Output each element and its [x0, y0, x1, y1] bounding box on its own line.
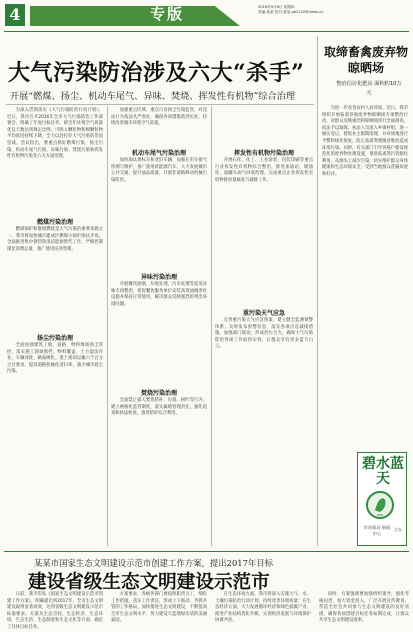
sidebar-headline: 取缔畜禽废弃物晾晒场 — [323, 45, 408, 75]
subhead-coal: 燃煤污染治理 — [36, 219, 73, 226]
subhead-burning: 焚烧污染治理 — [140, 390, 177, 397]
section-title: 专版 — [150, 5, 185, 23]
bottom-story-rule — [4, 551, 409, 552]
header-rule — [4, 31, 409, 32]
lead-column-2-odor: 开展餐饮油烟、垃圾处理、污水处理等恶臭异味专项整治，督促餐饮服务单位安装高效油烟净化设施并保持正常使用，解决群众反映强烈的突出环境问题。 — [111, 282, 207, 307]
issue-date: 2016年9月8日 星期四 — [258, 5, 295, 9]
subhead-dust: 扬尘污染治理 — [36, 335, 73, 342]
lead-column-1-coal: 燃煤锅炉和散煤燃烧是大气污染的重要来源之一。我市将加快城市建成区燃煤小锅炉淘汰步伐，全面推进集中供热和清洁能源替代工作，严格控制煤炭消费总量，推广使用洁净型煤。 — [7, 227, 103, 252]
environment-logo-icon — [366, 491, 394, 519]
sidebar-body: 为进一步改善农村人居环境，近日，我市组织开展畜禽养殖废弃物晾晒场专项整治行动，对群众反映强烈的晾晒场进行全面排查，依法予以取缔。执法人员深入乡镇村组，逐一核实登记，督促业主限期清理，并对场地进行平整和绿化恢复，防止畜禽粪便随意堆放造成环境污染。同时，有关部门引导养殖户建设规范化的废弃物处理设施，推进畜禽粪污资源化利用，从源头上减少污染，切实维护群众身体健康和生态环境安全，受到当地群众普遍欢迎和好评。 — [322, 106, 408, 177]
lead-divider — [6, 104, 314, 105]
ad-slogan: 碧水蓝天 — [362, 456, 404, 487]
section-banner — [30, 6, 240, 26]
subhead-voc: 挥发性有机物污染治理 — [233, 150, 294, 157]
lead-headline: 大气污染防治涉及六大“杀手” — [8, 60, 305, 86]
lead-column-1-intro: 为深入贯彻落实《大气污染防治行动计划》，近日，我市召开2016年全市大气污染防治工作部署会，明确了年度目标任务，即全年环境空气质量优良天数达到规定比例，可吸入颗粒物和细颗粒物平均浓度持续下降，全力以赴打好大气污染防治攻坚战。会议指出，要重点抓好燃煤污染、扬尘污染、机动车尾气污染、异味污染、焚烧污染和挥发性有机物污染等六大方面治理。 — [7, 108, 103, 160]
lead-subheadline: 开展“燃煤、扬尘、机动车尾气、异味、焚烧、挥发性有机物”综合治理 — [10, 91, 296, 102]
subhead-emergency: 重污染天气应急 — [242, 310, 285, 317]
issue-editors: 责编:某某 校对:某某 gb2120@news.cn — [258, 10, 324, 14]
subhead-vehicle: 机动车尾气污染治理 — [131, 150, 186, 157]
bottom-column-1: 日前，我市印发《国家生态文明建设示范市创建工作方案》，明确提出到2017年，全市生态文明建设取得显著成效，达到省级生态文明建设示范市标准要求。方案从生态空间、生态经济、生态环境、生态生活、生态制度和生态文化等方面，确定了具体目标任务。 — [7, 592, 103, 630]
ad-caption: 市环保局 新闻中心 — [363, 525, 391, 536]
sidebar-rule — [317, 36, 318, 546]
leaf-icon — [375, 497, 387, 513]
bottom-column-4: 同时，方案强调要加强组织领导，强化考核问责，加大资金投入，广泛开展宣传教育，营造全社会共同参与生态文明建设的良好氛围，确保各项创建目标任务如期完成，让群众共享生态文明建设成果。 — [319, 592, 409, 624]
sidebar-subheadline: 整治信访化肥站 面积约10万元 — [336, 81, 402, 96]
issue-meta — [258, 5, 408, 15]
column-rule-2 — [211, 106, 212, 546]
public-service-ad — [357, 452, 407, 546]
subhead-odor: 异味污染治理 — [140, 274, 177, 281]
lead-column-1-dust: 全面加强建筑工地、道路、物料堆场扬尘管控，落实施工现场围挡、物料覆盖、土方湿法作业、车辆冲洗、路面硬化、渣土密闭运输六个百分之百要求，提高道路机械化清扫率，减少城市扬尘污染。 — [7, 343, 103, 375]
lead-column-3-emergency: 完善重污染天气应急预案，建立健全监测预警体系，及时发布预警信息，落实各项应急减排措施。加强部门联动，形成治污合力，确保大气污染防治各项工作取得实效，让群众享有更多蓝天白云。 — [215, 318, 313, 350]
bottom-kicker: 某某市国家生态文明建设示范市创建工作方案，提出2017年目标 — [34, 558, 274, 568]
bottom-column-2: 方案要求，各级各部门要按照职责分工，细化工作措施，落实工作责任，形成上下联动、齐抓共管的工作格局，加快推进生态文明建设，不断提高全市生态文明水平，努力建设天蓝地绿水清的美丽家园。 — [111, 592, 207, 624]
column-rule-1 — [107, 106, 108, 546]
bottom-headline: 建设省级生态文明建设示范市 — [28, 572, 270, 593]
lead-column-3-voc: 开展石化、化工、工业涂装、包装印刷等重点行业挥发性有机物综合整治，推进加油站、储油库、油罐车油气回收治理，完成重点企业挥发性有机物排放量核查与减排工作。 — [215, 158, 313, 183]
lead-column-2-vehicle: 加快淘汰黄标车和老旧车辆，加强在用车排气检测与维护，推广使用新能源汽车，大力发展城市公共交通，提升油品质量，开展非道路移动机械污染防治。 — [111, 158, 207, 183]
ad-organizer: 主办 — [394, 527, 402, 532]
bottom-column-3: 在生态环境方面，我市将深入实施大气、水、土壤污染防治行动计划，持续改善环境质量；在生态经济方面，大力发展循环经济和绿色低碳产业，推进产业结构优化升级，实现经济发展与环境保护协调共进。 — [215, 592, 311, 624]
logo-label: ZHB — [376, 513, 384, 517]
page-header — [0, 0, 413, 30]
lead-column-2-burning: 全面禁止露天焚烧秸秆、垃圾、树叶等行为，建立网格化监管制度，落实属地管理责任，强化巡查和执法检查，推进秸秆综合利用。 — [111, 398, 207, 417]
page-number: 4 — [5, 4, 25, 26]
lead-column-2-dust-cont: 加强重点区域、重点行业扬尘污染监管，对违法行为依法从严查处，确保各项措施落到实处，持续改善城市环境空气质量。 — [111, 108, 207, 127]
